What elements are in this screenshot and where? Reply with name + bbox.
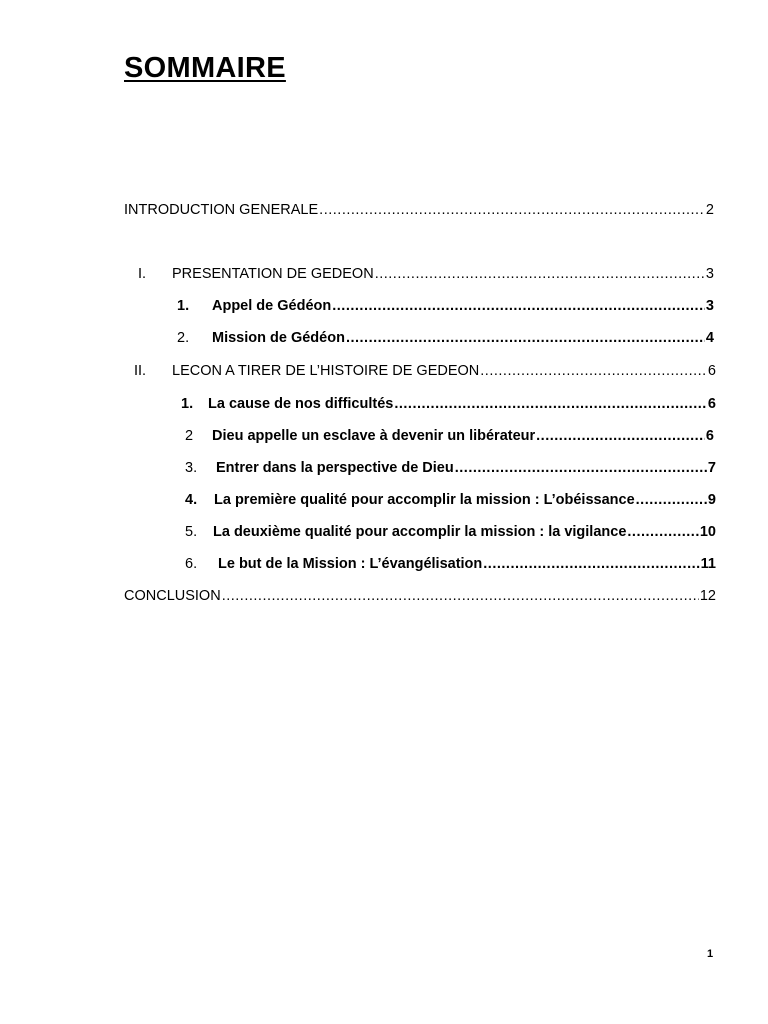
- toc-entry-label: Entrer dans la perspective de Dieu: [216, 460, 454, 476]
- toc-dot-leader: [394, 394, 707, 414]
- toc-entry-number: 4.: [185, 492, 198, 508]
- toc-entry-part-1[interactable]: [138, 264, 714, 284]
- page-title: SOMMAIRE: [124, 52, 286, 84]
- toc-page-number: 2: [705, 202, 714, 218]
- toc-dot-leader: [222, 586, 699, 606]
- toc-entry-number: 5.: [185, 524, 198, 540]
- toc-entry-introduction[interactable]: [124, 200, 714, 220]
- toc-entry-number: 1.: [177, 298, 190, 314]
- toc-entry-numeral: II.: [134, 363, 147, 379]
- toc-entry-part-2-item-4[interactable]: [185, 490, 716, 510]
- toc-entry-label: Le but de la Mission : L’évangélisation: [218, 556, 483, 572]
- toc-dot-leader: [636, 490, 707, 510]
- toc-entry-part-2-item-6[interactable]: [185, 554, 716, 574]
- toc-page-number: 3: [705, 266, 714, 282]
- toc-entry-label: La deuxième qualité pour accomplir la mission : la vigilance: [213, 524, 627, 540]
- toc-dot-leader: [627, 522, 698, 542]
- toc-page-number: 9: [707, 492, 716, 508]
- toc-entry-part-2-item-2[interactable]: [185, 426, 714, 446]
- toc-entry-number: 3.: [185, 460, 198, 476]
- toc-entry-number: 2: [185, 428, 194, 444]
- toc-dot-leader: [536, 426, 705, 446]
- toc-dot-leader: [455, 458, 707, 478]
- toc-dot-leader: [483, 554, 699, 574]
- toc-dot-leader: [332, 296, 705, 316]
- toc-entry-part-2-item-3[interactable]: [185, 458, 716, 478]
- toc-entry-label: Dieu appelle un esclave à devenir un libérateur: [212, 428, 536, 444]
- toc-entry-label: CONCLUSION: [124, 588, 221, 604]
- toc-dot-leader: [480, 361, 707, 381]
- toc-page-number: 6: [707, 396, 716, 412]
- toc-page-number: 6: [705, 428, 714, 444]
- toc-entry-numeral: I.: [138, 266, 147, 282]
- toc-entry-part-1-item-1[interactable]: [177, 296, 714, 316]
- toc-entry-label: Mission de Gédéon: [212, 330, 345, 346]
- toc-page-number: 10: [699, 524, 716, 540]
- toc-page-number: 12: [699, 588, 716, 604]
- toc-entry-number: 6.: [185, 556, 198, 572]
- toc-entry-number: 2.: [177, 330, 190, 346]
- toc-page-number: 6: [707, 363, 716, 379]
- toc-entry-part-2-item-5[interactable]: [185, 522, 716, 542]
- footer-page-number: 1: [707, 948, 714, 960]
- toc-dot-leader: [319, 200, 705, 220]
- toc-entry-label: La cause de nos difficultés: [208, 396, 394, 412]
- toc-page-number: 7: [707, 460, 716, 476]
- toc-page-number: 3: [705, 298, 714, 314]
- toc-page-number: 4: [705, 330, 714, 346]
- toc-page-number: 11: [700, 556, 716, 572]
- toc-entry-label: INTRODUCTION GENERALE: [124, 202, 319, 218]
- toc-entry-conclusion[interactable]: [124, 586, 716, 606]
- toc-dot-leader: [375, 264, 705, 284]
- toc-entry-number: 1.: [181, 396, 194, 412]
- toc-entry-part-2[interactable]: [134, 361, 716, 381]
- toc-entry-label: PRESENTATION DE GEDEON: [172, 266, 374, 282]
- toc-entry-label: LECON A TIRER DE L’HISTOIRE DE GEDEON: [172, 363, 480, 379]
- toc-entry-label: La première qualité pour accomplir la mission : L’obéissance: [214, 492, 635, 508]
- toc-entry-part-2-item-1[interactable]: [181, 394, 716, 414]
- toc-entry-part-1-item-2[interactable]: [177, 328, 714, 348]
- toc-dot-leader: [346, 328, 705, 348]
- toc-entry-label: Appel de Gédéon: [212, 298, 332, 314]
